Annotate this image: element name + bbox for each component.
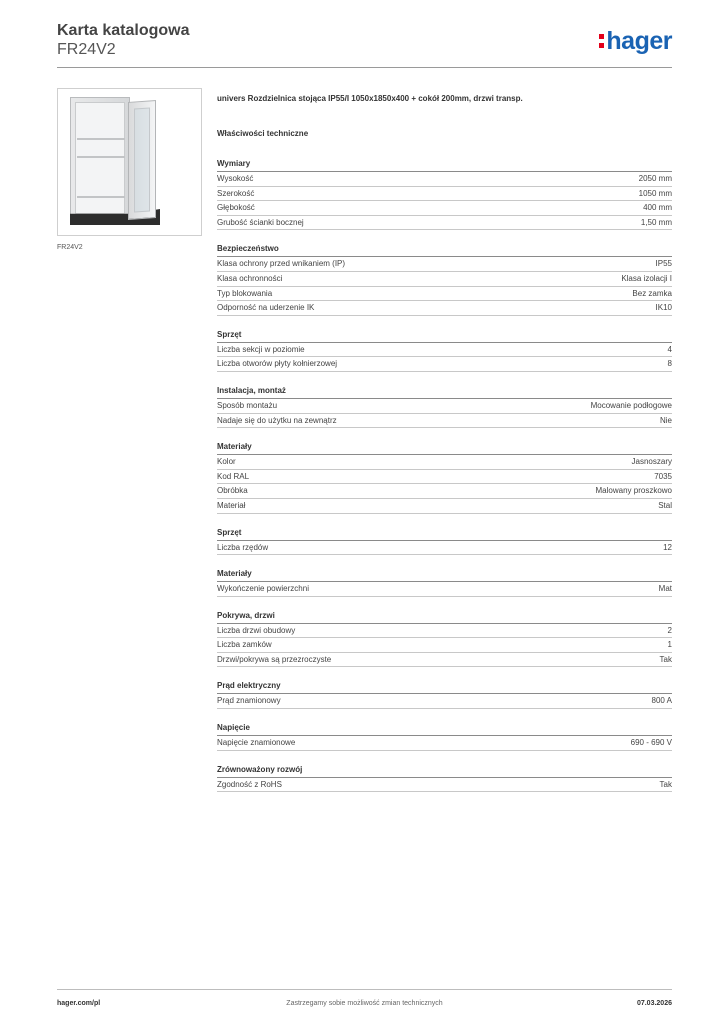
spec-row bbox=[217, 736, 672, 751]
spec-group-title: Prąd elektryczny bbox=[217, 678, 672, 694]
spec-label: Liczba drzwi obudowy bbox=[217, 625, 296, 635]
spec-group-title: Materiały bbox=[217, 439, 672, 455]
spec-label: Klasa ochrony przed wnikaniem (IP) bbox=[217, 259, 346, 269]
page-header bbox=[57, 20, 672, 68]
spec-value: 1 bbox=[667, 640, 672, 650]
spec-row bbox=[217, 541, 672, 556]
spec-row bbox=[217, 187, 672, 202]
spec-group bbox=[217, 525, 672, 556]
spec-group bbox=[217, 383, 672, 428]
spec-label: Drzwi/pokrywa są przezroczyste bbox=[217, 654, 332, 664]
spec-value: Bez zamka bbox=[632, 288, 672, 298]
spec-label: Napięcie znamionowe bbox=[217, 738, 296, 748]
spec-group-title: Materiały bbox=[217, 566, 672, 582]
spec-value: IP55 bbox=[655, 259, 672, 269]
product-description: univers Rozdzielnica stojąca IP55/I 1050x1850x400 + cokół 200mm, drzwi transp. bbox=[217, 94, 523, 103]
spec-row bbox=[217, 287, 672, 302]
spec-row bbox=[217, 301, 672, 316]
page-footer bbox=[57, 989, 672, 1015]
spec-row bbox=[217, 499, 672, 514]
spec-row bbox=[217, 624, 672, 639]
product-image-caption: FR24V2 bbox=[57, 244, 83, 251]
spec-value: 8 bbox=[667, 359, 672, 369]
spec-group-title: Sprzęt bbox=[217, 525, 672, 541]
spec-group bbox=[217, 241, 672, 315]
spec-value: 12 bbox=[663, 542, 672, 552]
spec-group bbox=[217, 566, 672, 597]
spec-group bbox=[217, 439, 672, 513]
spec-value: 800 A bbox=[651, 696, 672, 706]
spec-label: Wysokość bbox=[217, 174, 254, 183]
spec-value: 690 - 690 V bbox=[630, 738, 672, 748]
spec-row bbox=[217, 484, 672, 499]
spec-row bbox=[217, 357, 672, 372]
spec-group bbox=[217, 608, 672, 668]
spec-row bbox=[217, 201, 672, 216]
spec-value: 2050 mm bbox=[638, 174, 672, 183]
product-image bbox=[57, 88, 202, 236]
spec-row bbox=[217, 257, 672, 272]
spec-value: Stal bbox=[658, 500, 672, 510]
spec-group bbox=[217, 156, 672, 230]
spec-label: Głębokość bbox=[217, 203, 255, 213]
spec-label: Zgodność z RoHS bbox=[217, 779, 282, 789]
spec-value: 4 bbox=[667, 344, 672, 354]
spec-row bbox=[217, 399, 672, 414]
spec-groups bbox=[217, 156, 672, 792]
spec-value: 400 mm bbox=[643, 203, 672, 213]
spec-row bbox=[217, 694, 672, 709]
spec-label: Kolor bbox=[217, 457, 236, 467]
hager-logo bbox=[599, 26, 672, 56]
spec-label: Materiał bbox=[217, 500, 246, 510]
spec-value: 2 bbox=[667, 625, 672, 635]
spec-value: Mocowanie podłogowe bbox=[590, 400, 672, 410]
spec-row bbox=[217, 343, 672, 358]
spec-label: Liczba otworów płyty kołnierzowej bbox=[217, 359, 338, 369]
spec-label: Szerokość bbox=[217, 188, 255, 198]
document-title: Karta katalogowa bbox=[57, 22, 190, 39]
spec-label: Klasa ochronności bbox=[217, 273, 283, 283]
spec-label: Liczba zamków bbox=[217, 640, 272, 650]
spec-group-title: Wymiary bbox=[217, 156, 672, 172]
spec-value: Klasa izolacji I bbox=[621, 273, 672, 283]
spec-row bbox=[217, 582, 672, 597]
spec-value: 7035 bbox=[654, 471, 672, 481]
spec-label: Odporność na uderzenie IK bbox=[217, 303, 315, 313]
spec-group-title: Sprzęt bbox=[217, 327, 672, 343]
spec-row bbox=[217, 216, 672, 231]
spec-label: Typ blokowania bbox=[217, 288, 273, 298]
spec-group bbox=[217, 327, 672, 372]
spec-label: Wykończenie powierzchni bbox=[217, 584, 309, 594]
spec-row bbox=[217, 778, 672, 793]
logo-dots-icon bbox=[599, 34, 604, 48]
spec-row bbox=[217, 414, 672, 429]
spec-value: Mat bbox=[658, 584, 672, 594]
spec-value: Jasnoszary bbox=[631, 457, 672, 467]
spec-group bbox=[217, 678, 672, 709]
spec-value: IK10 bbox=[655, 303, 672, 313]
spec-value: Tak bbox=[659, 654, 672, 664]
spec-group-title: Bezpieczeństwo bbox=[217, 241, 672, 257]
spec-group bbox=[217, 762, 672, 793]
spec-group-title: Instalacja, montaż bbox=[217, 383, 672, 399]
spec-row bbox=[217, 455, 672, 470]
footer-disclaimer: Zastrzegamy sobie możliwość zmian technicznych bbox=[286, 1000, 443, 1007]
spec-group-title: Napięcie bbox=[217, 720, 672, 736]
spec-row bbox=[217, 272, 672, 287]
floor-standing-cabinet-icon bbox=[66, 97, 174, 229]
spec-label: Grubość ścianki bocznej bbox=[217, 217, 304, 227]
spec-row bbox=[217, 653, 672, 668]
logo-text: hager bbox=[606, 26, 672, 55]
footer-website: hager.com/pl bbox=[57, 1000, 101, 1007]
spec-row bbox=[217, 172, 672, 187]
main-content bbox=[217, 94, 672, 792]
spec-group-title: Zrównoważony rozwój bbox=[217, 762, 672, 778]
product-image-column bbox=[57, 88, 202, 251]
footer-date: 07.03.2026 bbox=[636, 1000, 672, 1007]
spec-row bbox=[217, 638, 672, 653]
spec-label: Liczba sekcji w poziomie bbox=[217, 344, 305, 354]
spec-value: Nie bbox=[659, 415, 672, 425]
spec-label: Sposób montażu bbox=[217, 400, 278, 410]
section-heading: Właściwości techniczne bbox=[217, 129, 309, 138]
spec-label: Nadaje się do użytku na zewnątrz bbox=[217, 415, 337, 425]
spec-label: Liczba rzędów bbox=[217, 542, 269, 552]
spec-label: Prąd znamionowy bbox=[217, 696, 281, 706]
spec-label: Obróbka bbox=[217, 486, 248, 496]
product-code: FR24V2 bbox=[57, 41, 116, 58]
spec-value: 1,50 mm bbox=[640, 217, 672, 227]
spec-value: Malowany proszkowo bbox=[595, 486, 672, 496]
spec-value: 1050 mm bbox=[638, 188, 672, 198]
spec-group-title: Pokrywa, drzwi bbox=[217, 608, 672, 624]
spec-value: Tak bbox=[659, 779, 672, 789]
spec-row bbox=[217, 470, 672, 485]
spec-label: Kod RAL bbox=[217, 471, 250, 481]
spec-group bbox=[217, 720, 672, 751]
